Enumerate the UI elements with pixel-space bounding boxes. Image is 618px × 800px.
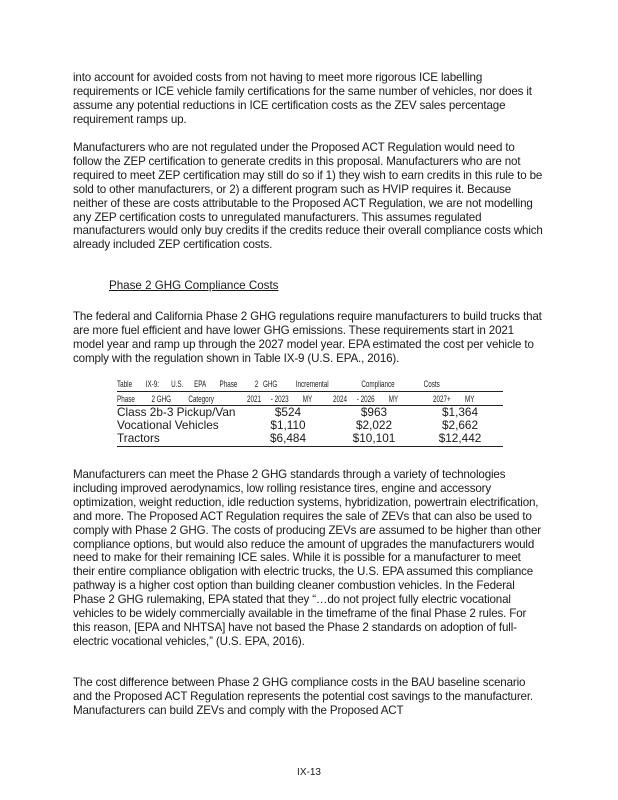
paragraph-cost-difference: The cost difference between Phase 2 GHG compliance costs in the BAU baseline scenario and the Proposed ACT Regulation represents the potential cost savings to the manufacturer. Manufacturers can build ZEVs and comply with the Proposed ACT [73,676,533,717]
paragraph-unregulated-manufacturers: Manufacturers who are not regulated under the Proposed ACT Regulation would need to follow the ZEP certification to generate credits in this proposal. Manufacturers who are not required to meet ZEP certification may still do so if 1) they wish to earn credits in this rule to be sold to other manufacturers, or 2) a different program such as HVIP requires it. Because neither of these are costs attributable to the Proposed ACT Regulation, we are not modelling any ZEP certification costs to unregulated manufacturers. This assumes regulated manufacturers would only buy credits if the credits reduce their overall compliance costs which already included ZEP certification costs. [73,141,543,252]
table-row: Class 2b-3 Pickup/Van $524 $963 $1,364 [117,405,479,419]
table-row: Tractors $6,484 $10,101 $12,442 [117,432,503,446]
header-category: Phase 2 GHG Category [117,392,245,406]
header-2027: 2027+ MY [417,392,503,406]
table-caption: Table IX-9: U.S. EPA Phase 2 GHG Incremental Compliance Costs [117,378,440,389]
page-number: IX-13 [297,767,321,778]
header-2021: 2021 - 2023 MY [245,392,331,406]
paragraph-icr-cost-note: into account for avoided costs from not having to meet more rigorous ICE labelling requirements or ICE vehicle family certifications for the same number of vehicles, nor does it assume any potential reductions in ICE certification costs as the ZEV sales percentage requirement ramps up. [73,71,532,126]
paragraph-compliance-technologies: Manufacturers can meet the Phase 2 GHG standards through a variety of technologies including improved aerodynamics, low rolling resistance tires, engine and accessory optimization, weight reduction, idle reduction systems, hybridization, powertrain electrification, and more. The Proposed ACT Regulation requires the sale of ZEVs that can also be used to comply with Phase 2 GHG. The costs of producing ZEVs are assumed to be higher than other compliance options, but would also reduce the amount of upgrades the manufacturers would need to make for their remaining ICE sales. While it is possible for a manufacturer to meet their entire compliance obligation with electric trucks, the U.S. EPA assumed this compliance pathway is a higher cost option than building cleaner combustion vehicles. In the Federal Phase 2 GHG rulemaking, EPA stated that they “…do not project fully electric vocational vehicles to be widely commercially available in the timeframe of the final Phase 2 rules. For this reason, [EPA and NHTSA] have not based the Phase 2 standards on adoption of full-electric vocational vehicles,” (U.S. EPA, 2016). [73,468,541,648]
table-row: Vocational Vehicles $1,110 $2,022 $2,662 [117,419,479,433]
compliance-costs-table [117,377,503,447]
header-2024: 2024 - 2026 MY [331,392,417,406]
paragraph-phase2-overview: The federal and California Phase 2 GHG regulations require manufacturers to build trucks that are more fuel efficient and have lower GHG emissions. These requirements start in 2021 model year and ramp up through the 2027 model year. EPA estimated the cost per vehicle to comply with the regulation shown in Table IX-9 (U.S. EPA., 2016). [73,310,542,365]
table-header-row [117,392,503,406]
section-heading: Phase 2 GHG Compliance Costs [109,279,279,292]
